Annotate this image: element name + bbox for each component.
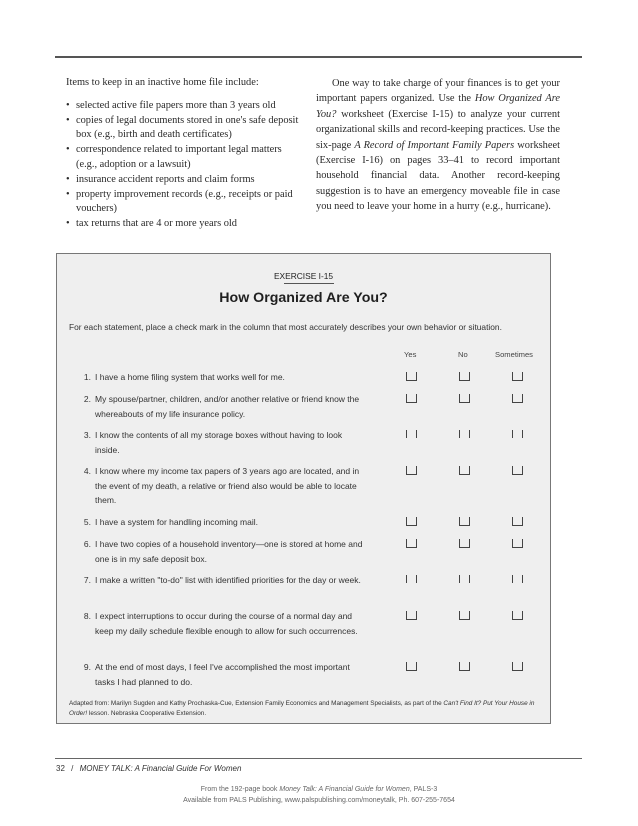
- statement-text: My spouse/partner, children, and/or another relative or friend know the whereabouts of my life insurance policy.: [95, 394, 360, 419]
- checkbox-yes[interactable]: [406, 611, 417, 620]
- exercise-title: How Organized Are You?: [219, 290, 388, 306]
- credit-text: , PALS-3: [409, 786, 438, 793]
- checkbox-no[interactable]: [459, 466, 470, 475]
- credit-book-title: Money Talk: A Financial Guide for Women: [279, 786, 410, 793]
- paragraph-text: worksheet (Exercise I-16) on pages 33–41 to record important household financial data. Another record-keeping suggestion is to have an emergency moveable file in case you need to leave your home in a hurry (e.g., hurricane).: [316, 139, 560, 213]
- checkbox-yes[interactable]: [406, 575, 417, 583]
- exercise-source-note: [69, 699, 543, 719]
- checkbox-yes[interactable]: [406, 662, 417, 671]
- exercise-label: EXERCISE I-15: [273, 271, 334, 281]
- statement-number: 2.: [83, 394, 91, 404]
- checkbox-yes[interactable]: [406, 517, 417, 526]
- checkbox-sometimes[interactable]: [512, 539, 523, 548]
- top-rule: [55, 56, 582, 58]
- checkbox-sometimes[interactable]: [512, 430, 523, 438]
- statement-number: 6.: [83, 539, 91, 549]
- statement-text: I have a system for handling incoming mail.: [95, 517, 258, 527]
- footnote-lesson-title: Can't Find It? Put Your House in Order!: [69, 700, 535, 717]
- list-item: • correspondence related to important legal matters (e.g., adoption or a lawsuit): [66, 143, 304, 173]
- statement-text: I have a home filing system that works well for me.: [95, 372, 285, 382]
- footer-separator: /: [71, 764, 74, 773]
- running-title: MONEY TALK: A Financial Guide For Women: [79, 764, 242, 773]
- exercise-instructions: For each statement, place a check mark in the column that most accurately describes your own behavior or situation.: [69, 322, 502, 332]
- checkbox-yes[interactable]: [406, 466, 417, 475]
- credit-line-1: [0, 785, 638, 795]
- exercise-label-underline: [284, 283, 334, 284]
- checkbox-no[interactable]: [459, 517, 470, 526]
- statement-number: 5.: [83, 517, 91, 527]
- statement-text: I know the contents of all my storage boxes without having to look inside.: [95, 430, 343, 455]
- statement-number: 4.: [83, 466, 91, 476]
- checkbox-yes[interactable]: [406, 539, 417, 548]
- checkbox-sometimes[interactable]: [512, 575, 523, 583]
- statement-text: I have two copies of a household inventory—one is stored at home and one is in my safe deposit box.: [95, 539, 363, 564]
- checkbox-sometimes[interactable]: [512, 394, 523, 403]
- list-item: • copies of legal documents stored in one's safe deposit box (e.g., birth and death certificates): [66, 114, 304, 144]
- statement-number: 1.: [83, 372, 91, 382]
- checkbox-sometimes[interactable]: [512, 662, 523, 671]
- intro-paragraph: [316, 76, 560, 215]
- worksheet-ref-i16: A Record of Important Family Papers: [354, 139, 515, 151]
- column-header-no: No: [458, 350, 468, 359]
- worksheet-ref-i15: How Organized Are You?: [316, 93, 560, 120]
- list-item: • selected active file papers more than 3 years old: [66, 99, 304, 114]
- list-item: • insurance accident reports and claim forms: [66, 173, 304, 188]
- checkbox-sometimes[interactable]: [512, 466, 523, 475]
- inactive-file-list: [66, 76, 304, 232]
- column-header-yes: Yes: [404, 350, 417, 359]
- credit-line-2: Available from PALS Publishing, www.palspublishing.com/moneytalk, Ph. 607-255-7654: [183, 797, 455, 804]
- statement-text: I expect interruptions to occur during the course of a normal day and keep my daily schedule flexible enough to allow for such occurrences.: [95, 611, 358, 636]
- list-intro: Items to keep in an inactive home file include:: [66, 77, 259, 88]
- checkbox-sometimes[interactable]: [512, 517, 523, 526]
- checkbox-sometimes[interactable]: [512, 611, 523, 620]
- checkbox-sometimes[interactable]: [512, 372, 523, 381]
- checkbox-no[interactable]: [459, 394, 470, 403]
- statement-text: I make a written "to-do" list with identified priorities for the day or week.: [95, 575, 361, 585]
- paragraph-text: worksheet (Exercise I-15) to analyze your current organizational skills and record-keeping practices. Use the six-page: [316, 108, 560, 151]
- footnote-text: lesson. Nebraska Cooperative Extension.: [87, 710, 207, 717]
- checkbox-no[interactable]: [459, 539, 470, 548]
- list-item: • property improvement records (e.g., receipts or paid vouchers): [66, 188, 304, 218]
- checkbox-no[interactable]: [459, 430, 470, 438]
- column-header-sometimes: Sometimes: [495, 350, 533, 359]
- statement-text: I know where my income tax papers of 3 years ago are located, and in the event of my death, a relative or friend also would be able to locate them.: [95, 466, 360, 506]
- page-number: 32: [56, 764, 65, 773]
- checkbox-no[interactable]: [459, 575, 470, 583]
- exercise-box: [56, 253, 551, 724]
- checkbox-yes[interactable]: [406, 430, 417, 438]
- statement-number: 8.: [83, 611, 91, 621]
- footnote-text: Adapted from: Marilyn Sugden and Kathy Prochaska-Cue, Extension Family Economics and Management Specialists, as part of the: [69, 700, 444, 707]
- checkbox-no[interactable]: [459, 372, 470, 381]
- list-item: • tax returns that are 4 or more years old: [66, 217, 304, 232]
- checkbox-yes[interactable]: [406, 394, 417, 403]
- checkbox-yes[interactable]: [406, 372, 417, 381]
- credit-text: From the 192-page book: [200, 786, 280, 793]
- page-footer: [56, 764, 241, 773]
- bottom-rule: [55, 758, 582, 759]
- paragraph-text: One way to take charge of your finances is to get your important papers organized. Use the: [316, 78, 560, 105]
- statement-number: 3.: [83, 430, 91, 440]
- statement-number: 7.: [83, 575, 91, 585]
- statement-text: At the end of most days, I feel I've accomplished the most important tasks I had planned to do.: [95, 662, 350, 687]
- checkbox-no[interactable]: [459, 662, 470, 671]
- checkbox-no[interactable]: [459, 611, 470, 620]
- statement-number: 9.: [83, 662, 91, 672]
